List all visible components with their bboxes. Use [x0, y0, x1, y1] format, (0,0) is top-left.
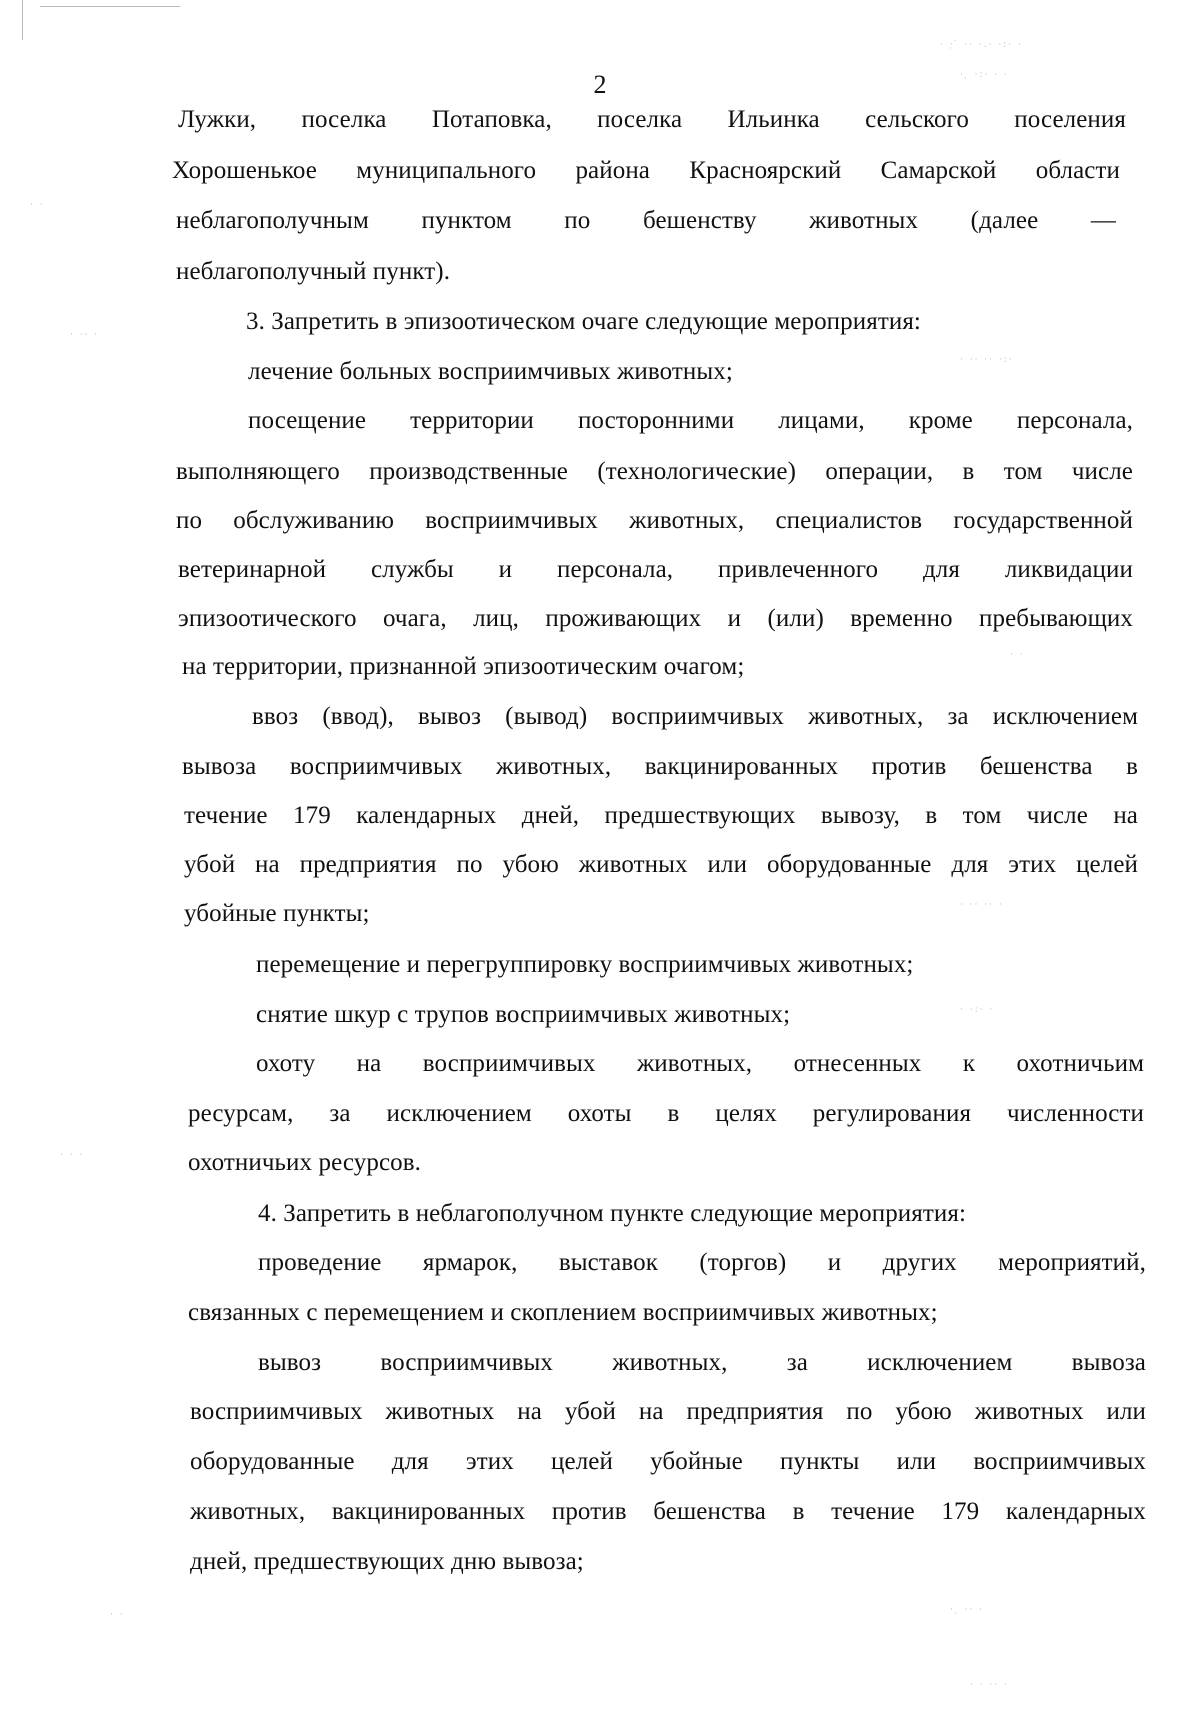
text-line: посещение территории посторонними лицами, кроме персонала, [248, 407, 1133, 434]
text-line: выполняющего производственные (технологические) операции, в том числе [176, 458, 1133, 485]
scan-speckle: · · [110, 1610, 125, 1620]
text-line: неблагополучным пунктом по бешенству животных (далее — [176, 207, 1116, 234]
scan-speckle: · ·· ·· · [960, 900, 1004, 910]
text-line: дней, предшествующих дню вывоза; [190, 1548, 584, 1575]
text-line: ввоз (ввод), вывоз (вывод) восприимчивых животных, за исключением [252, 703, 1138, 730]
text-line: убойные пункты; [184, 900, 370, 927]
text-line: проведение ярмарок, выставок (торгов) и других мероприятий, [258, 1249, 1146, 1276]
text-line: Хорошенькое муниципального района Красноярский Самарской области [172, 157, 1120, 184]
text-line: течение 179 календарных дней, предшествующих вывозу, в том числе на [184, 802, 1138, 829]
scan-speckle: · ̣ ·· · [950, 1605, 985, 1615]
text-line: связанных с перемещением и скоплением восприимчивых животных; [188, 1299, 938, 1326]
text-line: охотничьих ресурсов. [188, 1149, 422, 1176]
text-line: эпизоотического очага, лиц, проживающих и (или) временно пребывающих [178, 605, 1133, 632]
scan-speckle: · · [30, 200, 45, 210]
scan-speckle: · · ·· · [970, 1680, 1009, 1690]
text-line: 4. Запретить в неблагополучном пункте следующие мероприятия: [258, 1200, 967, 1227]
text-line: Лужки, поселка Потаповка, поселка Ильинка сельского поселения [178, 106, 1126, 133]
text-line: перемещение и перегруппировку восприимчивых животных; [256, 951, 914, 978]
scan-edge-line [40, 6, 180, 7]
text-line: на территории, признанной эпизоотическим очагом; [182, 653, 745, 680]
text-line: охоту на восприимчивых животных, отнесенных к охотничьим [256, 1050, 1144, 1077]
text-line: снятие шкур с трупов восприимчивых животных; [256, 1001, 791, 1028]
scan-speckle: · ·:· · [960, 1005, 995, 1015]
scan-edge-line [22, 0, 23, 40]
text-line: убой на предприятия по убою животных или оборудованные для этих целей [184, 851, 1138, 878]
text-line: ресурсам, за исключением охоты в целях регулирования численности [188, 1100, 1144, 1127]
text-line: оборудованные для этих целей убойные пункты или восприимчивых [190, 1448, 1146, 1475]
text-line: животных, вакцинированных против бешенства в течение 179 календарных [190, 1498, 1146, 1525]
scan-speckle: · ·· · [70, 330, 100, 340]
scan-speckle: · · [1010, 650, 1025, 660]
text-line: лечение больных восприимчивых животных; [248, 358, 733, 385]
text-line: вывоз восприимчивых животных, за исключением вывоза [258, 1349, 1146, 1376]
text-line: неблагополучный пункт). [176, 258, 451, 285]
text-line: по обслуживанию восприимчивых животных, специалистов государственной [176, 507, 1133, 534]
text-line: ветеринарной службы и персонала, привлеченного для ликвидации [178, 556, 1133, 583]
scan-speckle: · · · [60, 1150, 85, 1160]
text-line: вывоза восприимчивых животных, вакцинированных против бешенства в [182, 753, 1138, 780]
text-line: 3. Запретить в эпизоотическом очаге следующие мероприятия: [246, 308, 921, 335]
scan-speckle: · ·· ·· ·:· [960, 355, 1014, 365]
scan-speckle: · ̣ ·:· · · [960, 70, 1009, 80]
scan-speckle: · ·̣ ̇ ·· ·.· ·:· · [940, 40, 1023, 50]
page-number: 2 [593, 70, 607, 99]
text-line: восприимчивых животных на убой на предприятия по убою животных или [190, 1398, 1146, 1425]
